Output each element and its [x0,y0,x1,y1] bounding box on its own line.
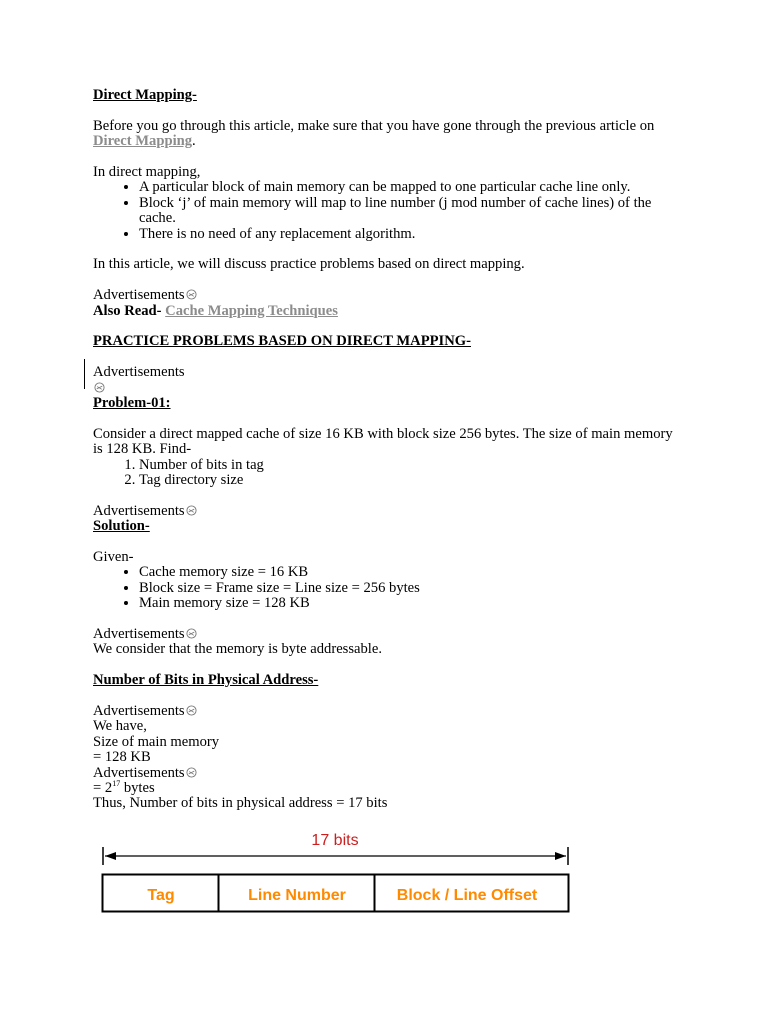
cache-mapping-link[interactable]: Cache Mapping Techniques [165,302,338,319]
bits-heading: Number of Bits in Physical Address- [93,672,319,689]
ad-text: Advertisements [93,626,185,643]
article-intro-text: In this article, we will discuss practice problems based on direct mapping. [93,256,525,273]
ad-choices-icon[interactable] [186,767,197,778]
list-item: • Block ‘j’ of main memory will map to line number (j mod number of cache lines) of the cache. [139,196,678,227]
arrow-right-icon [555,852,566,860]
article-body [93,88,678,812]
ad-choices-icon[interactable] [186,505,197,516]
ad-text: Advertisements [93,703,185,720]
list-item: • A particular block of main memory can be mapped to one particular cache line only. [139,180,678,195]
eq-128-text: = 128 KB [93,749,151,766]
advertisement-block [93,365,678,396]
we-have-text: We have, [93,718,147,735]
ad-choices-icon[interactable] [94,382,105,393]
ad-text: Advertisements [93,364,185,381]
size-main-text: Size of main memory [93,733,220,750]
list-item: • Main memory size = 128 KB [139,596,678,611]
eq-suffix: bytes [120,780,155,797]
eq-prefix: = 2 [93,780,113,797]
intro-text: Before you go through this article, make sure that you have gone through the previous article on [93,117,655,134]
ad-choices-icon[interactable] [186,628,197,639]
problem-list [93,458,678,489]
ad-text: Advertisements [93,764,185,781]
ad-choices-icon[interactable] [186,289,197,300]
physical-address-diagram [93,825,583,920]
advertisement-label [93,504,678,519]
field-line-number: Line Number [248,887,346,904]
ad-text: Advertisements [93,502,185,519]
byte-addressable-note: We consider that the memory is byte addressable. [93,641,382,658]
also-read [93,304,678,319]
list-item: • Block size = Frame size = Line size = 256 bytes [139,581,678,596]
list-item: • There is no need of any replacement algorithm. [139,227,678,242]
direct-mapping-link[interactable]: Direct Mapping [93,133,193,150]
also-read-label: Also Read- [93,302,162,319]
field-tag: Tag [147,887,175,904]
list-item: • Cache memory size = 16 KB [139,565,678,580]
advertisement-label [93,288,678,303]
page-title: Direct Mapping- [93,87,197,103]
field-block-offset: Block / Line Offset [396,887,538,904]
given-label: Given- [93,549,134,566]
solution-heading: Solution- [93,518,150,535]
thus-text: Thus, Number of bits in physical address = 17 bits [93,795,388,812]
intro-end: . [192,133,196,150]
list-item: 1. Number of bits in tag [139,458,678,473]
power-equation [93,781,678,796]
advertisement-label [93,766,678,781]
practice-heading: PRACTICE PROBLEMS BASED ON DIRECT MAPPING- [93,333,471,350]
intro-paragraph [93,119,678,150]
given-list [93,565,678,611]
ad-text: Advertisements [93,287,185,304]
ad-divider [84,359,85,389]
problem-heading: Problem-01: [93,395,171,412]
problem-text: Consider a direct mapped cache of size 16 KB with block size 256 bytes. The size of main memory is 128 KB. Find- [93,425,673,458]
arrow-left-icon [105,852,116,860]
advertisement-label [93,627,678,642]
advertisement-label [93,704,678,719]
ad-choices-icon[interactable] [186,705,197,716]
direct-mapping-points [93,180,678,242]
eq-exponent: 17 [112,779,121,789]
list-item: 2. Tag directory size [139,473,678,488]
total-bits-label: 17 bits [311,832,359,849]
in-direct-mapping-label: In direct mapping, [93,164,201,180]
